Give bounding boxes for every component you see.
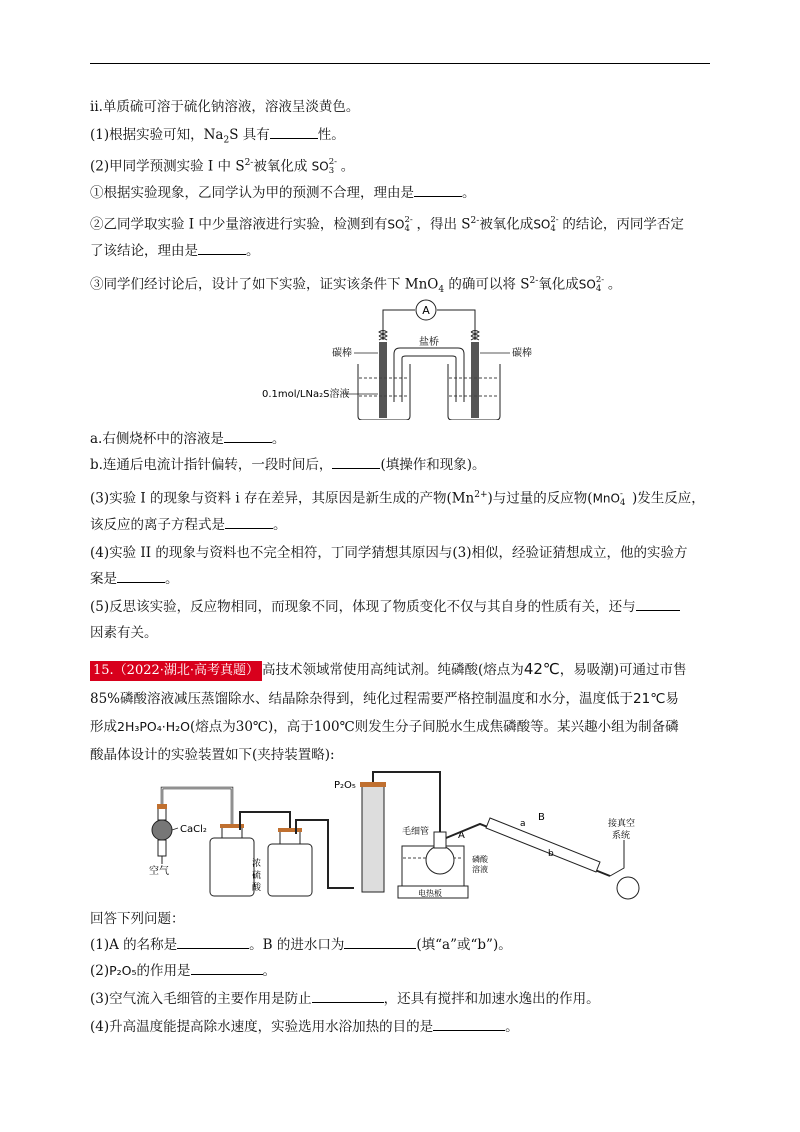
q2b-ion2: SO <box>533 217 551 232</box>
p15-temp2: 21℃ <box>633 691 666 707</box>
q3b-prefix: 该反应的离子方程式是 <box>90 517 225 533</box>
answer-4 <box>90 1018 720 1036</box>
problem-15-line4 <box>90 746 720 764</box>
acid-bottle <box>268 844 312 896</box>
port-a-label: a <box>520 819 526 829</box>
q2c-ion-sup: 2- <box>595 275 605 285</box>
problem-15-line2 <box>90 690 720 708</box>
question-a <box>90 430 720 448</box>
problem-15-line3 <box>90 718 720 736</box>
q4-text: (4)实验 II 的现象与资料也不完全相符，丁同学猜想其原因与(3)相似，经验证猜想成立，他的实验方 <box>90 545 688 561</box>
q2b-ion-sup: 2- <box>404 215 413 225</box>
flask-a-neck <box>434 832 446 848</box>
a1-blank-2[interactable] <box>344 936 416 949</box>
question-3-cont <box>90 516 720 534</box>
a1-suffix: (填“a”或“b”)。 <box>416 937 512 953</box>
q2b-ion: SO <box>387 217 405 232</box>
q2b-mid2: 被氧化成 <box>479 216 534 233</box>
q3-prefix: (3)实验 I 的现象与资料 ⅰ 存在差异，其原因是新生成的产物(Mn <box>90 490 475 507</box>
q2c-suffix: 。 <box>607 276 622 293</box>
intro-text: ii.单质硫可溶于硫化钠溶液，溶液呈淡黄色。 <box>90 99 360 115</box>
label-b: B <box>538 812 545 823</box>
a3-suffix: ，还具有搅拌和加速水逸出的作用。 <box>383 991 600 1007</box>
wire-right <box>437 310 475 340</box>
acid-char-2: 硫 <box>252 871 262 881</box>
drying-tube-top <box>158 808 166 820</box>
question-1 <box>90 126 720 150</box>
q1-prefix: (1)根据实验可知，Na <box>90 127 224 143</box>
q2c-ion-charge <box>596 276 608 294</box>
q2b-ion-sub: 4 <box>404 224 410 234</box>
label-a: A <box>458 830 465 841</box>
q2a-suffix: 。 <box>462 185 476 201</box>
q2-ion-sup: 2- <box>328 157 337 167</box>
p2o5-column <box>362 786 384 892</box>
left-electrode <box>379 342 387 418</box>
acid-bottle-stopper <box>278 828 302 832</box>
header-rule <box>90 63 710 64</box>
question-4 <box>90 544 720 562</box>
drying-tube-stopper <box>157 804 167 809</box>
a1-prefix: (1)A 的名称是 <box>90 937 178 953</box>
q2a-blank[interactable] <box>414 184 462 197</box>
q3-mid: )与过量的反应物( <box>487 490 593 507</box>
question-3 <box>90 486 720 508</box>
q2c-sup: 2- <box>529 276 539 286</box>
a1-blank-1[interactable] <box>177 936 249 949</box>
problem-15-line1 <box>90 660 720 681</box>
answer-2 <box>90 962 720 980</box>
qb-blank[interactable] <box>332 456 380 469</box>
question-b <box>90 456 720 474</box>
q2b-prefix: ②乙同学取实验 I 中少量溶液进行实验，检测到有 <box>90 216 388 233</box>
p15-l1a: 高技术领域常使用高纯试剂。纯磷酸(熔点为 <box>262 662 524 678</box>
q1-suffix: 性。 <box>317 127 345 143</box>
q2-ion-charge <box>329 158 341 176</box>
question-2b <box>90 212 720 234</box>
p2o5-stopper <box>360 782 386 787</box>
ammeter-label: A <box>422 304 430 317</box>
q3-ion-sup: - <box>619 489 623 499</box>
q2-mid: 被氧化成 <box>253 158 308 175</box>
q3b-blank[interactable] <box>225 516 273 529</box>
q2-ion: SO <box>311 159 329 174</box>
a2-mid: 的作用是 <box>136 963 191 979</box>
q5-text: (5)反思该实验，反应物相同，而现象不同，体现了物质变化不仅与其自身的性质有关，还与 <box>90 599 636 615</box>
figure-electrochemical-cell <box>260 298 550 420</box>
q2b-sup: 2- <box>470 216 480 226</box>
condenser-b <box>486 818 600 872</box>
cacl2-label: CaCl₂ <box>180 824 207 835</box>
drying-tube-bottom <box>158 840 166 856</box>
p15-l4: 酸晶体设计的实验装置如下(夹持装置略): <box>90 747 335 763</box>
q2-suffix: 。 <box>340 158 355 175</box>
q3-ion: MnO <box>592 491 620 506</box>
p2o5-label: P₂O₅ <box>334 780 356 791</box>
qa-suffix: 。 <box>271 431 286 447</box>
a2-suffix: 。 <box>262 963 277 979</box>
q2c-mid: 的确可以将 S <box>444 276 530 293</box>
question-2a <box>90 184 720 202</box>
q4b-prefix: 案是 <box>90 571 117 587</box>
figure-apparatus <box>140 768 660 900</box>
q4b-blank[interactable] <box>117 570 165 583</box>
problem-15-tag: 15.（2022·湖北·高考真题） <box>90 661 262 681</box>
a3-blank[interactable] <box>312 990 384 1003</box>
q2b-ion2-sup: 2- <box>550 215 559 225</box>
q4b-suffix: 。 <box>165 571 179 587</box>
p15-l1b: ，易吸潮)可通过市售 <box>559 662 687 678</box>
right-electrode <box>471 342 479 418</box>
q5b-text: 因素有关。 <box>90 625 158 641</box>
cell-diagram <box>260 298 550 420</box>
a1-mid: 。B 的进水口为 <box>249 937 345 953</box>
qb-suffix: (填操作和现象)。 <box>380 457 486 473</box>
q2b-ion2-sub: 4 <box>550 224 556 234</box>
capillary-label: 毛细管 <box>402 827 430 837</box>
answer-1 <box>90 936 720 954</box>
solution-label: 0.1mol/LNa₂S溶液 <box>262 389 350 400</box>
q2-sup: 2- <box>244 158 254 168</box>
q3b-suffix: 。 <box>273 517 287 533</box>
p15-formula: 2H₃PO₄·H₂O <box>117 719 190 734</box>
p15-l2a: 85%磷酸溶液减压蒸馏除水、结晶除杂得到，纯化过程需要严格控制温度和水分，温度低于 <box>90 691 634 707</box>
right-carbon-label: 碳棒 <box>512 348 532 359</box>
p15-temp1: 42℃ <box>523 660 560 678</box>
q2-prefix: (2)甲同学预测实验 I 中 S <box>90 158 245 175</box>
vacuum-tube <box>610 840 624 876</box>
port-b-label: b <box>548 849 554 859</box>
phos-line-1: 磷酸 <box>472 855 488 864</box>
phos-line-2: 溶液 <box>472 865 488 874</box>
qa-blank[interactable] <box>224 430 272 443</box>
q2c-ion-sub: 4 <box>595 284 602 294</box>
vacuum-line-2: 系统 <box>612 831 631 841</box>
q2b-mid1: ，得出 S <box>416 216 471 233</box>
q3-suffix: )发生反应， <box>631 490 705 507</box>
q2b2-suffix: 。 <box>246 243 260 259</box>
acid-char-1: 浓 <box>252 859 262 869</box>
q1-mid: S 具有 <box>229 127 270 143</box>
q2b-suffix: 的结论，丙同学否定 <box>562 216 684 233</box>
q2c-mid2: 氧化成 <box>538 276 579 293</box>
q2c-ion: SO <box>578 277 596 292</box>
q3-ion-sub: 4 <box>619 498 626 508</box>
question-2b-cont <box>90 242 720 260</box>
q5-blank[interactable] <box>636 598 680 611</box>
wire-left <box>383 310 415 340</box>
a2-prefix: (2) <box>90 963 110 979</box>
a2-blank[interactable] <box>191 962 263 975</box>
q2a-text: ①根据实验现象，乙同学认为甲的预测不合理，理由是 <box>90 185 414 201</box>
q2-ion-sub: 3 <box>328 166 335 176</box>
p15-l3a: 形成 <box>90 719 117 735</box>
q1-blank[interactable] <box>270 126 318 139</box>
acid-char-3: 酸 <box>252 883 262 893</box>
q3-sup: 2+ <box>474 490 488 500</box>
question-2c <box>90 272 720 299</box>
a4-prefix: (4)升高温度能提高除水速度，实验选用水浴加热的目的是 <box>90 1019 434 1035</box>
receiving-flask <box>617 877 639 899</box>
a4-suffix: 。 <box>505 1019 519 1035</box>
q2b2-blank[interactable] <box>198 242 246 255</box>
cacl2-leader <box>172 828 178 830</box>
q2b-ion2-charge <box>550 216 562 234</box>
question-5-cont <box>90 624 720 642</box>
p15-l3b: (熔点为30℃)，高于100℃则发生分子间脱水生成焦磷酸等。某兴趣小组为制备磷 <box>189 719 679 735</box>
answer-3 <box>90 990 720 1008</box>
safety-bottle <box>210 838 254 896</box>
answer-intro <box>90 910 720 928</box>
answer-intro-text: 回答下列问题： <box>90 911 185 927</box>
q2c-sub: 4 <box>438 285 445 296</box>
q2b2-prefix: 了该结论，理由是 <box>90 243 198 259</box>
a2-formula: P₂O₅ <box>109 963 137 978</box>
question-4-cont <box>90 570 720 588</box>
left-carbon-label: 碳棒 <box>332 348 352 359</box>
q1-sub: 2 <box>223 135 230 146</box>
vacuum-line-1: 接真空 <box>608 819 636 829</box>
a3-prefix: (3)空气流入毛细管的主要作用是防止 <box>90 991 312 1007</box>
qa-text: a.右侧烧杯中的溶液是 <box>90 431 224 447</box>
a4-blank[interactable] <box>433 1018 505 1031</box>
p15-l2b: 易 <box>665 691 679 707</box>
q2b-ion-charge <box>404 216 416 234</box>
qb-text: b.连通后电流计指针偏转，一段时间后， <box>90 457 333 473</box>
cacl2-drying-tube <box>152 820 172 840</box>
salt-bridge-label: 盐桥 <box>419 337 439 348</box>
air-label: 空气 <box>149 866 169 877</box>
q2c-prefix: ③同学们经讨论后，设计了如下实验，证实该条件下 MnO <box>90 276 439 293</box>
q3-ion-charge <box>620 490 632 508</box>
flask-a <box>426 846 454 874</box>
question-2 <box>90 154 720 176</box>
apparatus-diagram <box>140 768 660 900</box>
heater-label: 电热板 <box>418 889 442 898</box>
intro-line <box>90 98 720 116</box>
question-5 <box>90 598 720 616</box>
